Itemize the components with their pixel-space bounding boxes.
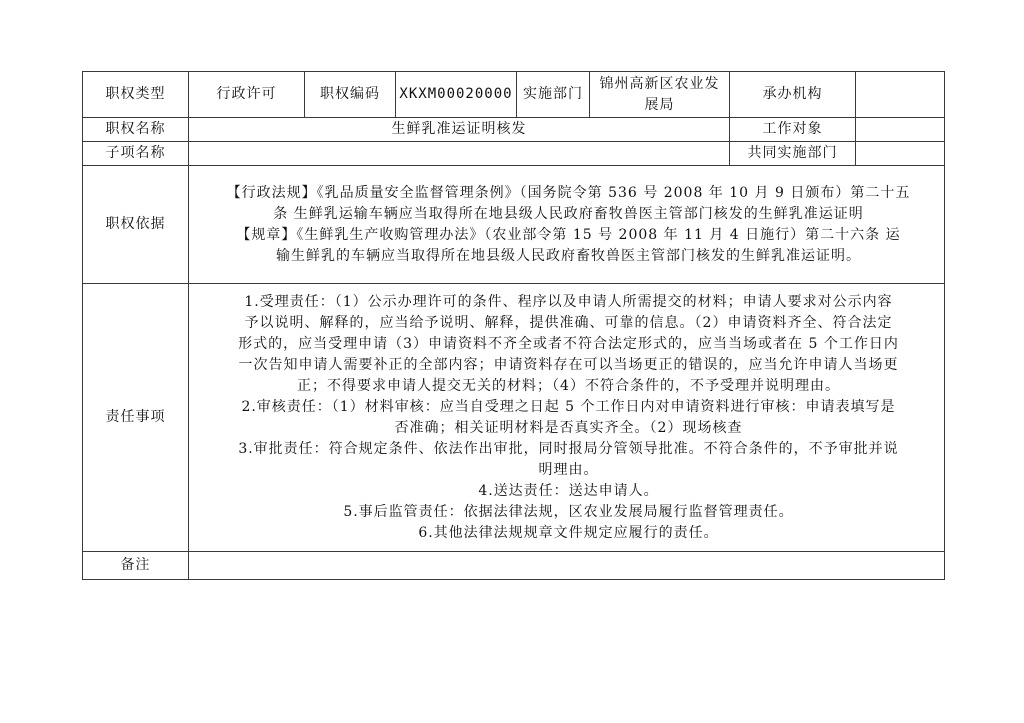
- work-target-value: [856, 118, 945, 142]
- joint-dept-label: 共同实施部门: [730, 142, 856, 166]
- row-basis: [83, 166, 945, 284]
- responsibility-line: 正；不得要求申请人提交无关的材料；（4）不符合条件的，不予受理并说明理由。: [297, 377, 840, 394]
- responsibility-line: 予以说明、解释的，应当给予说明、解释，提供准确、可靠的信息。（2）申请资料齐全、符合法定: [244, 314, 893, 331]
- row-subitem: [83, 142, 945, 166]
- responsibility-line: 4.送达责任：送达申请人。: [478, 482, 659, 499]
- basis-line: 【行政法规】《乳品质量安全监督管理条例》（国务院令第 536 号 2008 年 10 月 9 日颁布）第二十五: [226, 184, 911, 201]
- subitem-name-label: 子项名称: [83, 142, 189, 166]
- row-authority-name: [83, 118, 945, 142]
- authority-name-label: 职权名称: [83, 118, 189, 142]
- responsibility-line: 5.事后监管责任：依据法律法规，区农业发展局履行监督管理责任。: [343, 503, 794, 520]
- responsibility-line: 2.审核责任：（1）材料审核：应当自受理之日起 5 个工作日内对申请资料进行审核：申请表填写是: [241, 398, 896, 415]
- responsibility-line: 否准确；相关证明材料是否真实齐全。（2）现场核查: [394, 419, 743, 436]
- basis-content: [189, 166, 945, 284]
- handling-org-label: 承办机构: [730, 72, 856, 118]
- authority-code-value: XKXM00020000: [396, 72, 517, 118]
- authority-type-value: 行政许可: [189, 72, 305, 118]
- responsibility-content: [189, 284, 945, 552]
- row-remarks: [83, 552, 945, 580]
- responsibility-line: 形式的，应当受理申请（3）申请资料不齐全或者不符合法定形式的，应当当场或者在 5 个工作日内: [238, 335, 899, 352]
- basis-label: 职权依据: [83, 166, 189, 284]
- responsibility-line: 6.其他法律法规规章文件规定应履行的责任。: [418, 524, 719, 541]
- basis-line: 【规章】《生鲜乳生产收购管理办法》（农业部令第 15 号 2008 年 11 月 4 日施行）第二十六条 运: [236, 226, 901, 243]
- authority-code-label: 职权编码: [305, 72, 396, 118]
- authority-table: [82, 71, 945, 580]
- joint-dept-value: [856, 142, 945, 166]
- responsibility-label: 责任事项: [83, 284, 189, 552]
- basis-line: 输生鲜乳的车辆应当取得所在地县级人民政府畜牧兽医主管部门核发的生鲜乳准运证明。: [276, 247, 861, 264]
- authority-name-value: 生鲜乳准运证明核发: [189, 118, 730, 142]
- authority-type-label: 职权类型: [83, 72, 189, 118]
- responsibility-line: 一次告知申请人需要补正的全部内容；申请资料存在可以当场更正的错误的，应当允许申请人当场更: [238, 356, 899, 373]
- handling-org-value: [856, 72, 945, 118]
- responsibility-line: 明理由。: [538, 461, 599, 478]
- responsibility-line: 3.审批责任：符合规定条件、依法作出审批，同时报局分管领导批准。不符合条件的，不予审批并说: [238, 440, 899, 457]
- remarks-label: 备注: [83, 552, 189, 580]
- remarks-value: [189, 552, 945, 580]
- implementing-dept-label: 实施部门: [517, 72, 590, 118]
- basis-line: 条 生鲜乳运输车辆应当取得所在地县级人民政府畜牧兽医主管部门核发的生鲜乳准运证明: [273, 205, 864, 222]
- responsibility-line: 1.受理责任：（1）公示办理许可的条件、程序以及申请人所需提交的材料；申请人要求对公示内容: [244, 293, 893, 310]
- row-authority-type: [83, 72, 945, 118]
- row-responsibility: [83, 284, 945, 552]
- subitem-name-value: [189, 142, 730, 166]
- implementing-dept-value: 锦州高新区农业发展局: [590, 72, 730, 118]
- work-target-label: 工作对象: [730, 118, 856, 142]
